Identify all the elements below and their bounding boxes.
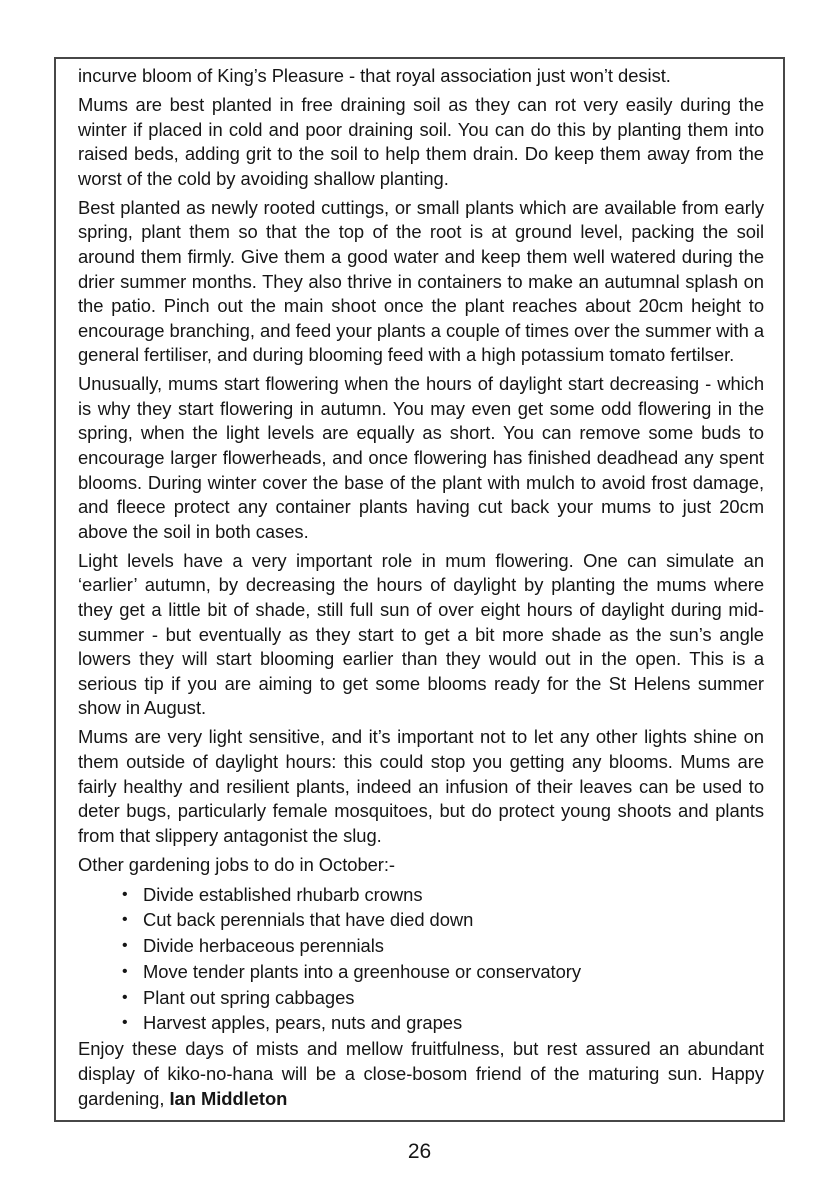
paragraph-intro-continuation: incurve bloom of King’s Pleasure - that royal association just won’t desist.	[78, 65, 671, 86]
bullet-icon: •	[122, 911, 128, 929]
october-jobs-list	[78, 882, 764, 1036]
list-item	[78, 933, 764, 958]
list-item-label: Move tender plants into a greenhouse or conservatory	[143, 960, 582, 982]
bullet-icon: •	[122, 962, 128, 980]
list-item-label: Plant out spring cabbages	[143, 986, 355, 1008]
page-number: 26	[407, 1140, 432, 1163]
list-item-label: Divide herbaceous perennials	[143, 935, 384, 957]
paragraph-light-sensitivity: Mums are very light sensitive, and it’s important not to let any other lights shine on them outside of daylight hours: this could stop you getting any blooms. Mums are fairly healthy and resilient plants, indeed an infusion of their leaves can be used to deter bugs, particularly female mosquitoes, but do protect young shoots and plants from that slippery antagonist the slug.	[78, 726, 764, 846]
bullet-icon: •	[122, 885, 128, 903]
paragraph-closing	[78, 1037, 764, 1111]
paragraph-light-levels: Light levels have a very important role in mum flowering. One can simulate an ‘earlier’ autumn, by decreasing the hours of daylight by planting the mums where they get a little bit of shade, still full sun of over eight hours of daylight during mid-summer - but eventually as they start to get a bit more shade as the sun’s angle lowers they will start blooming earlier than they would out in the open. This is a serious tip if you are aiming to get some blooms ready for the St Helens summer show in August.	[78, 549, 764, 719]
article-frame	[54, 57, 785, 1122]
paragraph-planting: Best planted as newly rooted cuttings, or small plants which are available from early spring, plant them so that the top of the root is at ground level, packing the soil around them firmly. Give them a good water and keep them well watered during the drier summer months. They also thrive in containers to make an autumnal splash on the patio. Pinch out the main shoot once the plant reaches about 20cm height to encourage branching, and feed your plants a couple of times over the summer with a general fertiliser, and during blooming feed with a high potassium tomato fertilser.	[78, 196, 764, 366]
list-item-label: Divide established rhubarb crowns	[143, 883, 423, 905]
paragraph-jobs-heading: Other gardening jobs to do in October:-	[78, 853, 396, 875]
author-byline: Ian Middleton	[169, 1087, 288, 1109]
list-item	[78, 985, 764, 1010]
list-item	[78, 959, 764, 984]
paragraph-soil: Mums are best planted in free draining soil as they can rot very easily during the winter if placed in cold and poor draining soil. You can do this by planting them into raised beds, adding grit to the soil to help them drain. Do keep them away from the worst of the cold by avoiding shallow planting.	[78, 93, 764, 189]
paragraph-flowering: Unusually, mums start flowering when the hours of daylight start decreasing - which is why they start flowering in autumn. You may even get some odd flowering in the spring, when the light levels are equally as short. You can remove some buds to encourage larger flowerheads, and once flowering has finished deadhead any spent blooms. During winter cover the base of the plant with mulch to avoid frost damage, and fleece protect any container plants having cut back your mums to just 20cm above the soil in both cases.	[78, 373, 764, 542]
bullet-icon: •	[122, 988, 128, 1006]
list-item-label: Cut back perennials that have died down	[143, 909, 474, 931]
closing-text: Enjoy these days of mists and mellow fruitfulness, but rest assured an abundant display of kiko-no-hana will be a close-bosom friend of the maturing sun. Happy gardening,	[78, 1038, 764, 1109]
list-item-label: Harvest apples, pears, nuts and grapes	[143, 1012, 463, 1034]
article-body	[78, 64, 764, 1116]
list-item	[78, 907, 764, 932]
list-item	[78, 882, 764, 907]
list-item	[78, 1010, 764, 1035]
bullet-icon: •	[122, 1014, 128, 1032]
bullet-icon: •	[122, 937, 128, 955]
